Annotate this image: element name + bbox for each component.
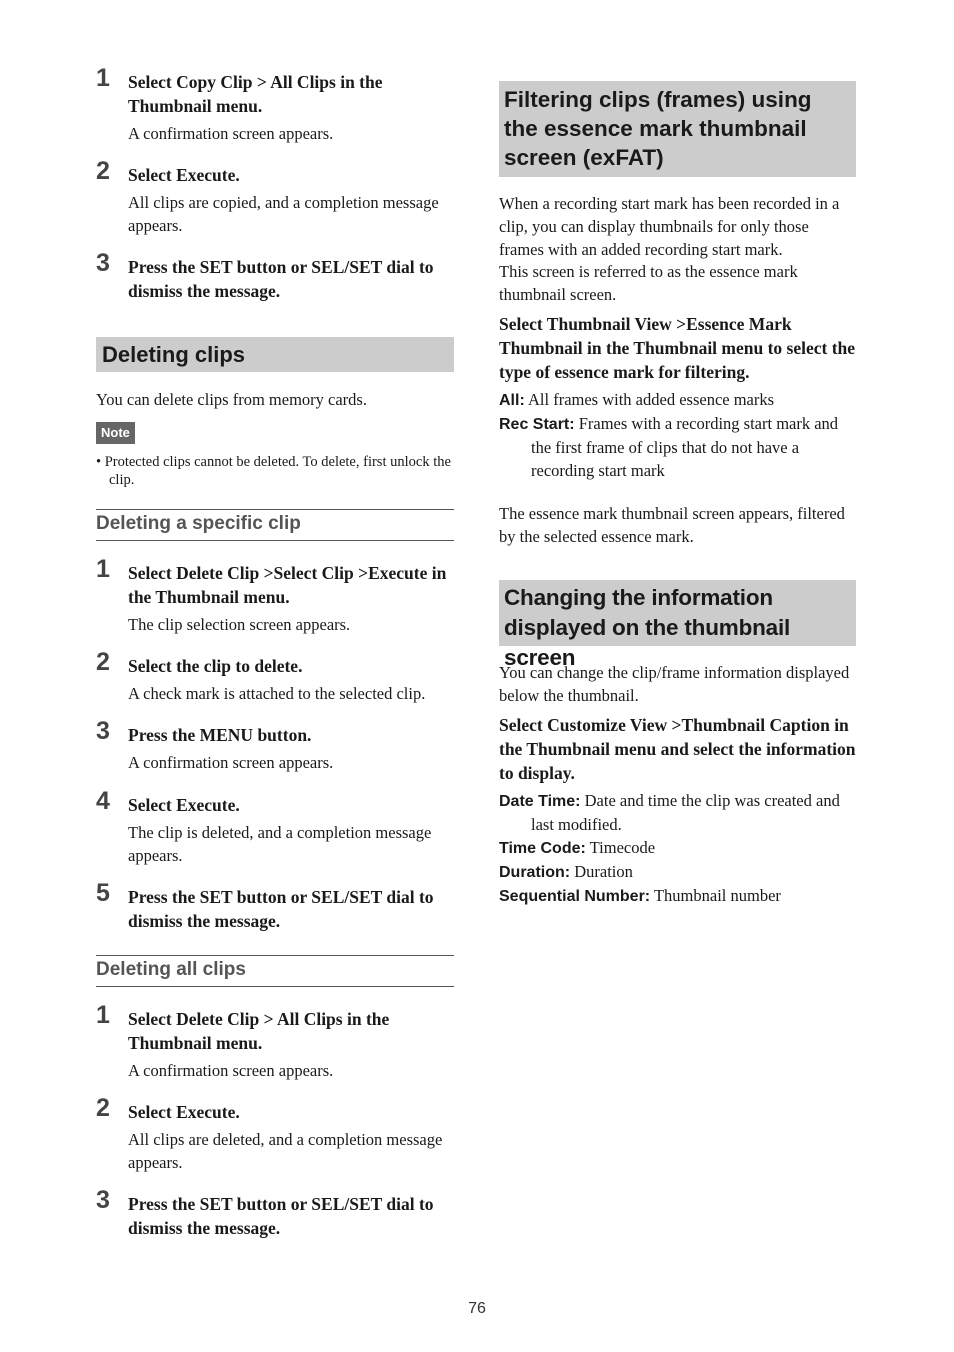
definition-item	[499, 789, 856, 836]
definition-term: Sequential Number:	[499, 888, 651, 905]
filter-result: The essence mark thumbnail screen appears, filtered by the selected essence mark.	[499, 504, 845, 546]
definition-desc: Duration	[574, 862, 633, 881]
step-instruction: Select Execute.	[128, 1102, 240, 1122]
definition-desc: Thumbnail number	[653, 886, 781, 905]
definition-desc: Frames with a recording start mark and the first frame of clips that do not have a recording start mark	[531, 414, 839, 480]
definition-term: Rec Start:	[499, 416, 575, 433]
definition-desc: Timecode	[589, 838, 656, 857]
definition-term: Date Time:	[499, 793, 581, 810]
definition-item	[499, 412, 856, 482]
step-number: 1	[96, 1001, 110, 1029]
step-instruction: Press the MENU button.	[128, 725, 312, 745]
step-instruction: Select the clip to delete.	[128, 656, 303, 676]
filter-intro-1: When a recording start mark has been recorded in a clip, you can display thumbnails for only those frames with an added recording start mark.	[499, 194, 840, 259]
step-result: A check mark is attached to the selected clip.	[128, 684, 426, 703]
specific-step-5	[96, 879, 454, 933]
step-result: All clips are deleted, and a completion message appears.	[128, 1130, 443, 1172]
change-instruction: Select Customize View >Thumbnail Caption in the Thumbnail menu and select the information to display.	[499, 715, 856, 783]
copy-step-1	[96, 64, 454, 145]
filter-definitions	[499, 388, 856, 482]
step-number: 3	[96, 717, 110, 745]
step-instruction: Press the SET button or SEL/SET dial to dismiss the message.	[128, 887, 434, 931]
definition-term: All:	[499, 392, 525, 409]
definition-item	[499, 388, 856, 412]
step-instruction: Select Delete Clip > All Clips in the Thumbnail menu.	[128, 1009, 390, 1053]
specific-step-3	[96, 717, 454, 774]
copy-step-2	[96, 157, 454, 237]
step-result: A confirmation screen appears.	[128, 124, 334, 143]
step-number: 1	[96, 64, 110, 92]
filter-intro-2: This screen is referred to as the essence mark thumbnail screen.	[499, 262, 798, 304]
step-number: 1	[96, 555, 110, 583]
note-text: • Protected clips cannot be deleted. To delete, first unlock the clip.	[96, 454, 451, 488]
definition-term: Duration:	[499, 864, 571, 881]
step-result: The clip is deleted, and a completion message appears.	[128, 823, 432, 865]
section-heading-changing-info: Changing the information displayed on the thumbnail screen	[499, 580, 856, 646]
step-result: The clip selection screen appears.	[128, 615, 351, 634]
deleting-intro: You can delete clips from memory cards.	[96, 390, 367, 409]
definition-term: Time Code:	[499, 840, 586, 857]
step-number: 2	[96, 1094, 110, 1122]
step-instruction: Select Delete Clip >Select Clip >Execute in the Thumbnail menu.	[128, 563, 447, 607]
step-number: 4	[96, 787, 110, 815]
definition-desc: Date and time the clip was created and last modified.	[531, 791, 840, 834]
step-instruction: Press the SET button or SEL/SET dial to dismiss the message.	[128, 257, 434, 301]
step-number: 3	[96, 1186, 110, 1214]
specific-step-4	[96, 787, 454, 867]
step-result: A confirmation screen appears.	[128, 1061, 334, 1080]
all-step-1	[96, 1001, 454, 1082]
change-definitions	[499, 789, 856, 908]
step-instruction: Select Execute.	[128, 165, 240, 185]
step-number: 3	[96, 249, 110, 277]
definition-item	[499, 860, 856, 884]
step-number: 5	[96, 879, 110, 907]
note-badge: Note	[96, 422, 135, 444]
subheading-all-clips: Deleting all clips	[96, 955, 454, 987]
section-heading-deleting-clips: Deleting clips	[96, 337, 454, 372]
step-instruction: Press the SET button or SEL/SET dial to dismiss the message.	[128, 1194, 434, 1238]
subheading-specific-clip: Deleting a specific clip	[96, 509, 454, 541]
all-step-2	[96, 1094, 454, 1174]
step-number: 2	[96, 157, 110, 185]
step-result: A confirmation screen appears.	[128, 753, 334, 772]
filter-instruction: Select Thumbnail View >Essence Mark Thumbnail in the Thumbnail menu to select the type of essence mark for filtering.	[499, 314, 856, 382]
definition-item	[499, 884, 856, 908]
copy-step-3	[96, 249, 454, 303]
specific-step-1	[96, 555, 454, 636]
section-heading-filtering: Filtering clips (frames) using the essence mark thumbnail screen (exFAT)	[499, 81, 856, 177]
step-instruction: Select Copy Clip > All Clips in the Thumbnail menu.	[128, 72, 383, 116]
step-instruction: Select Execute.	[128, 795, 240, 815]
page-number: 76	[468, 1300, 486, 1317]
definition-desc: All frames with added essence marks	[528, 390, 775, 409]
step-result: All clips are copied, and a completion message appears.	[128, 193, 439, 235]
all-step-3	[96, 1186, 454, 1240]
change-intro: You can change the clip/frame information displayed below the thumbnail.	[499, 663, 850, 705]
definition-item	[499, 836, 856, 860]
specific-step-2	[96, 648, 454, 705]
step-number: 2	[96, 648, 110, 676]
